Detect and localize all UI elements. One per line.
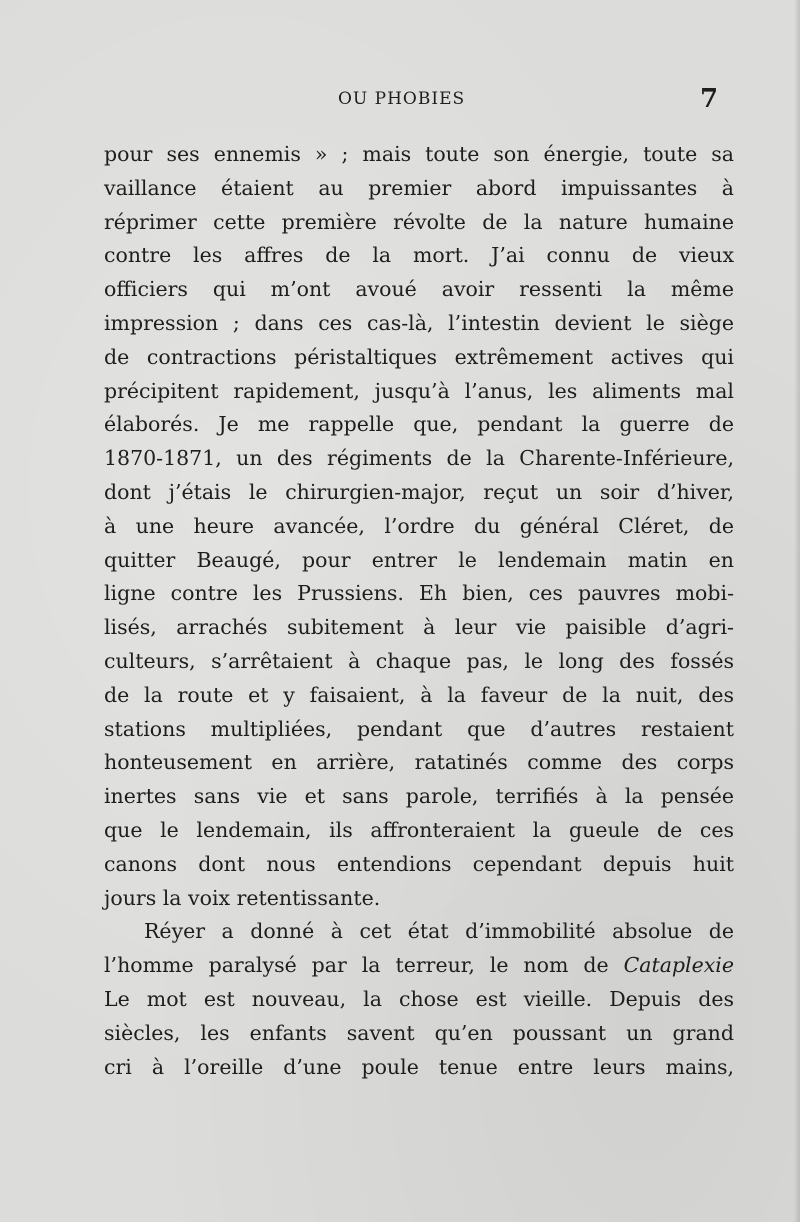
page-number: 7 <box>700 84 719 114</box>
text-line-paragraph-end: jours la voix retentissante. <box>104 885 381 910</box>
running-header: OU PHOBIES <box>338 89 466 109</box>
text-line: honteusement en arrière, ratatinés comme des corps <box>104 750 734 775</box>
text-line: élaborés. Je me rappelle que, pendant la guerre de <box>104 412 734 437</box>
text-line: officiers qui m’ont avoué avoir ressenti la même <box>104 277 734 302</box>
text-line: à une heure avancée, l’ordre du général Cléret, de <box>104 513 734 538</box>
text-line: 1870-1871, un des régiments de la Charente-Inférieure, <box>104 446 734 471</box>
text-line: précipitent rapidement, jusqu’à l’anus, les aliments mal <box>104 378 734 403</box>
page-edge-shadow <box>794 0 800 1222</box>
text-line: inertes sans vie et sans parole, terrifiés à la pensée <box>104 784 734 809</box>
text-line: de la route et y faisaient, à la faveur de la nuit, des <box>104 682 734 707</box>
italic-term-cataplexie: Cataplexie <box>623 953 734 978</box>
text-line: quitter Beaugé, pour entrer le lendemain matin en <box>104 547 734 572</box>
body-text <box>104 138 734 1084</box>
text-line: siècles, les enfants savent qu’en poussant un grand <box>104 1020 734 1045</box>
text-line: ligne contre les Prussiens. Eh bien, ces pauvres mobi- <box>104 581 734 606</box>
text-line: contre les affres de la mort. J’ai connu de vieux <box>104 243 734 268</box>
text-line: que le lendemain, ils affronteraient la gueule de ces <box>104 817 734 842</box>
text-line: pour ses ennemis » ; mais toute son énergie, toute sa <box>104 142 734 166</box>
text-line-with-italic-term <box>104 949 734 983</box>
text-line: stations multipliées, pendant que d’autres restaient <box>104 716 734 741</box>
text-line-paragraph-start: Réyer a donné à cet état d’immobilité absolue de <box>144 919 734 944</box>
text-line: cri à l’oreille d’une poule tenue entre leurs mains, <box>104 1054 734 1079</box>
text-line: impression ; dans ces cas-là, l’intestin devient le siège <box>104 310 734 335</box>
text-line: dont j’étais le chirurgien-major, reçut un soir d’hiver, <box>104 479 734 504</box>
text-line: de contractions péristaltiques extrêmement actives qui <box>104 344 734 369</box>
text-line: vaillance étaient au premier abord impuissantes à <box>104 175 734 200</box>
text-line: réprimer cette première révolte de la nature humaine <box>104 209 734 234</box>
text-line: canons dont nous entendions cependant depuis huit <box>104 851 734 876</box>
text-line: culteurs, s’arrêtaient à chaque pas, le long des fossés <box>104 648 734 673</box>
text-line: lisés, arrachés subitement à leur vie paisible d’agri- <box>104 615 734 640</box>
text-line-segment: l’homme paralysé par la terreur, le nom de <box>104 953 609 978</box>
text-line: Le mot est nouveau, la chose est vieille. Depuis des <box>104 986 734 1011</box>
